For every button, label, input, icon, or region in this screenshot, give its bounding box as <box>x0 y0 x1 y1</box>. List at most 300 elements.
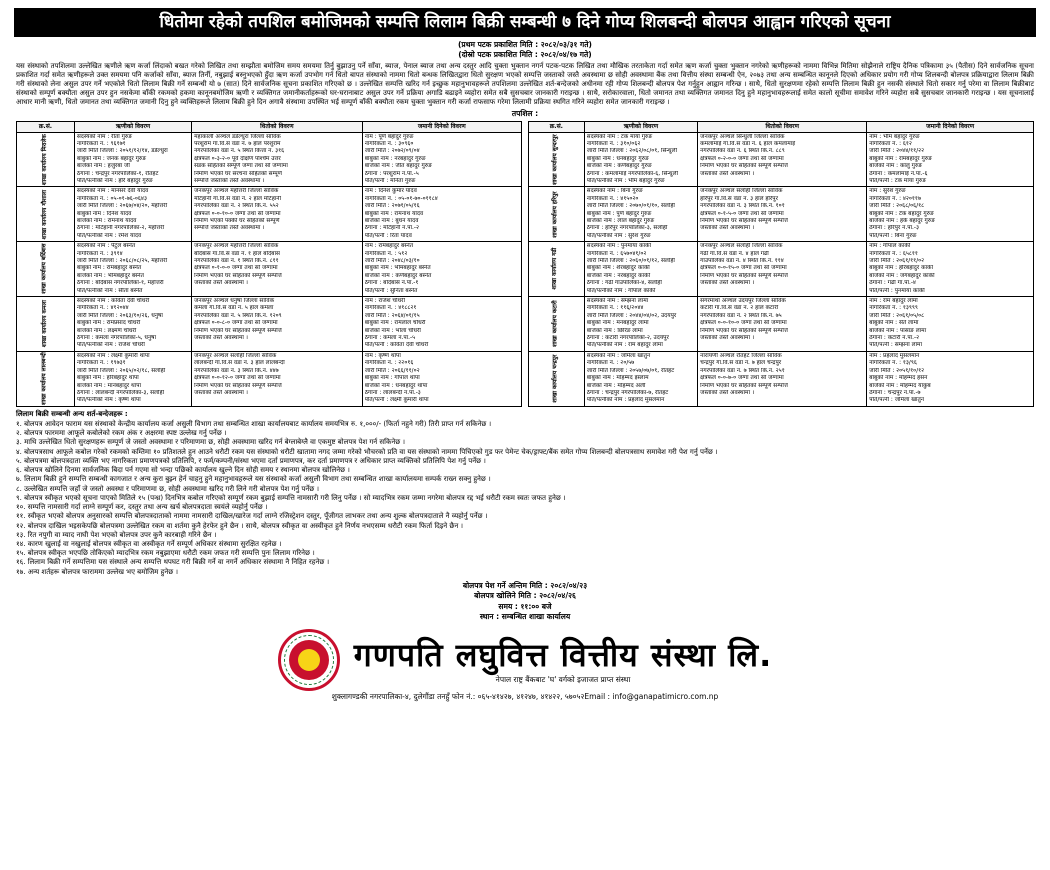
cell-line: नागरिकता नं. : ३०९६० <box>364 140 414 147</box>
org-license: नेपाल राष्ट्र बैंकबाट 'घ' वर्गको इजाजत प्राप्त संस्था <box>495 675 631 685</box>
cell-line: निर्माण भएको घर सहितको सम्पूर्ण सम्पत्ति <box>194 272 282 279</box>
cell-line: पति/पत्नीको नाम : राजेश चौधरी <box>76 342 145 349</box>
cell-line: नगरपालिका वडा नं. ३ स्थित कि.नं. ४४७ <box>194 367 279 374</box>
term-item: ९. बोलपत्र स्वीकृत भएको सूचना पाएको मितिले १५ (पन्ध्र) दिनभित्र कबोल गरिएको सम्पूर्ण रकम बुझाई सम्पत्ति नामसारी गरी लिनु पर्नेछ । सो म्यादभित्र रकम जम्मा नगरेमा बोलपत्र रद्द भई धरौटी रकम स्वतः जफत हुनेछ । <box>16 493 566 502</box>
cell-line: नाम : गोपाल कार्की <box>869 243 911 250</box>
branch-label: शाखा कार्यालय लालबन्दी <box>41 352 48 406</box>
cell-line: बाबुको नाम : हरिबहादुर कार्की <box>869 265 933 272</box>
cell-line: जस्ताको तस्तै अवस्थामा । <box>194 280 248 287</box>
term-item: ७. लिलाम बिक्री हुने सम्पत्ति सम्बन्धी कागजात र अन्य कुरा बुझ्न हेर्न चाहनु हुने महानुभावहरूले यस संस्थाको कर्जा असुली विभाग तथा सम्बन्धित शाखा कार्यालयमा सम्पर्क राख्न सक्नु हुनेछ । <box>16 475 491 484</box>
cell-line: पति/पत्नीको नाम : भीम बहादुर गुरुङ <box>586 177 665 184</box>
cell-line: क्षेत्रफल ०-२-०-० जग्गा तथा सो जग्गामा <box>700 155 784 162</box>
table-row <box>529 351 1034 406</box>
branch-label: शाखा कार्यालय कमला <box>41 300 48 348</box>
header-collateral: धितोको विवरण <box>192 121 363 132</box>
cell-line: जनकपुर अञ्चल सर्लाही जिल्ला साविक <box>700 243 783 250</box>
term-item: १४. कारण खुलाई वा नखुलाई बोलपत्र स्वीकृत वा अस्वीकृत गर्ने सम्पूर्ण अधिकार संस्थामा सुरक्षित रहनेछ । <box>16 540 282 549</box>
collateral-cell <box>698 242 867 297</box>
terms-heading: लिलाम बिक्री सम्बन्धी अन्य शर्त-बन्देजहरू : <box>16 409 128 418</box>
cell-line: बाजेको नाम : लाल बहादुर गुरुङ <box>586 217 655 224</box>
cell-line: जारी मिति : २०५१/१०/१२ <box>869 367 925 374</box>
borrower-cell <box>74 187 191 242</box>
cell-line: निर्माण भएको घर सहितको सम्पूर्ण सम्पत्ति <box>700 217 788 224</box>
cell-line: सम्पत्ति जस्ताको तस्तै अवस्थामा । <box>194 177 265 184</box>
cell-line: ठेगाना : परशुराम न.पा.-५ <box>364 170 419 177</box>
cell-line: बाजेको नाम : भीमबहादुर बस्नेत <box>76 272 144 279</box>
cell-line: चन्द्रपुर गा.वि.स वडा नं. ७ हाल चन्द्रपुर <box>700 360 782 367</box>
cell-line: सम्पत्ति जस्ताको तस्तै अवस्थामा । <box>194 225 265 232</box>
cell-line: ठेगाना : कमला न.पा.-५ <box>364 335 416 342</box>
cell-line: पति/पत्नी : मनिता गुरुङ <box>364 177 416 184</box>
cell-line: बाबुको नाम : शेरबहादुर कार्की <box>586 265 650 272</box>
term-item: १५. बोलपत्र स्वीकृत भएपछि तोकिएको म्यादभित्र रकम नबुझाएमा धरौटी रकम जफत गरी सम्पत्ति पुनः लिलाम गरिनेछ । <box>16 549 315 558</box>
term-item: ६. बोलपत्र खोलिने दिनमा सार्वजनिक बिदा पर्न गएमा सो भन्दा पछिको कार्यालय खुल्ने दिन सोही समय र स्थानमा बोलपत्र खोलिनेछ । <box>16 466 350 475</box>
guarantor-cell <box>867 297 1034 352</box>
open-place: स्थान : सम्बन्धित शाखा कार्यालय <box>479 612 571 622</box>
cell-line: जारी मिति जिल्ला : २०६३/१०/२६, धनुषा <box>76 312 163 319</box>
cell-line: सदस्यको नाम : टक माया गुरुङ <box>586 133 653 140</box>
cell-line: बाबुको नाम : सेते लामा <box>869 320 919 327</box>
cell-line: जस्ताको तस्तै अवस्थामा । <box>700 225 755 232</box>
term-item: ३. माथि उल्लेखित धितो सुरक्षणहरू सम्पूर्ण जे जस्तो अवस्थामा र परिमाणमा छ, सोही अवस्थामा खरिद गर्न बेग्लाबेग्लै वा एकमुष्ट बोलपत्र पेश गर्न सकिनेछ । <box>16 438 405 447</box>
term-item: ८. उल्लेखित सम्पत्ति जहाँ जे जस्तो अवस्था र परिमाणमा छ, सोही अवस्थामा खरिद गरी लिने गरी बोलपत्र पेश गर्नु पर्नेछ । <box>16 484 320 493</box>
cell-line: नागरिकता नं. : ११६/२०४४ <box>586 305 644 312</box>
cell-line: ठेगाना : हरिपुर नगरपालिका-३, सर्लाही <box>586 225 668 232</box>
borrower-cell <box>584 242 698 297</box>
cell-line: नागरिकता नं. : ४१५०२० <box>586 195 639 202</box>
cell-line: मटिहानी गा.वि.स वडा नं. २ हाल मटिहानी <box>194 195 282 202</box>
cell-line: बाबुको नाम : नरबहादुर गुरुङ <box>364 155 426 162</box>
cell-line: ठेगाना : बर्दिबास न.पा.-१ <box>364 280 419 287</box>
cell-line: सदस्यको नाम : लक्ष्मी कुमारी थापा <box>76 352 150 359</box>
cell-line: नागरिकता नं. : ९६१७१ <box>76 140 126 147</box>
term-item: १६. लिलाम बिक्री गर्ने सम्पत्तिमा यस संस्थाले अन्य सम्पत्ति थपघट गरी बिक्री गर्ने वा नगर्ने अधिकार संस्थामा नै निहित रहनेछ । <box>16 558 330 567</box>
org-contact: शुक्लागण्डकी नगरपालिका-४, दुलेगौंडा तनहुँ फोन नं.: ०६५-४१४२७, ४१२४७, ४१४२२, ५७०५२Email : info@ganapatimicro.com.np <box>331 691 719 701</box>
cell-line: सदस्यको नाम : सम्झना लामा <box>586 298 649 305</box>
cell-line: कमलामाई गा.वि.स वडा नं. ६ हाल कमलामाई <box>700 140 796 147</box>
table-row <box>529 187 1034 242</box>
cell-line: बाजेको नाम : छिरिङ लामा <box>586 327 643 334</box>
cell-line: ठेगाना : कटारी न.पा.-२ <box>869 335 920 342</box>
cell-line: लालबन्दी गा.वि.स वडा नं. ३ हाल लालबन्दी <box>194 360 285 367</box>
schedule-table-left <box>16 121 522 407</box>
cell-line: बाजेको नाम : कर्णबहादुर बस्नेत <box>364 272 432 279</box>
cell-line: सदस्यको नाम : कविता देवी चौधरी <box>76 298 150 305</box>
branch-label: शाखा कार्यालय चन्द्रपुर <box>552 354 559 403</box>
cell-line: नागरिकता नं. : १३/९६ <box>869 360 917 367</box>
cell-line: पति/पत्नी : पुनमाया कार्की <box>869 287 925 294</box>
cell-line: क्षेत्रफल ०-१-०-० जग्गा तथा सो जग्गामा <box>194 265 278 272</box>
cell-line: नगरपालिका वडा नं. ५ स्थित कि.नं. १२०९ <box>194 312 282 319</box>
cell-line: जारी मिति जिल्ला : २०६०/०१/१२, सर्लाही <box>586 258 675 265</box>
branch-cell <box>17 132 75 187</box>
cell-line: सडक सहितको सम्पूर्ण जग्गा तथा सो जग्गामा <box>194 163 288 170</box>
cell-line: बाबुको नाम : रामप्रसाद चौधरी <box>76 320 141 327</box>
branch-label: शाखा कार्यालय गढी <box>552 248 559 291</box>
header-guarantor: जमानी दिनेको विवरण <box>867 121 1034 132</box>
cell-line: नगरपालिका वडा नं. २ स्थित कि.नं. ५५२ <box>194 203 279 210</box>
open-date: बोलपत्र खोलिने मिति : २०८२/०४/२६ <box>474 591 576 601</box>
cell-line: निर्माण भएको घर संरचना सहितको सम्पूर्ण <box>194 170 282 177</box>
branch-label: शाखा कार्यालय बर्दिबास <box>41 243 48 295</box>
guarantor-cell <box>362 351 521 406</box>
table-row <box>17 297 522 352</box>
cell-line: जारी मिति : २०६४/०१/१५ <box>364 312 420 319</box>
cell-line: जनकपुर अञ्चल महोत्तरी जिल्ला साविक <box>194 188 279 195</box>
cell-line: नागरिकता नं. : ०५-०१-७६-०६४३ <box>76 195 147 202</box>
cell-line: बाजेको नाम : जीत बहादुर गुरुङ <box>364 163 432 170</box>
cell-line: नागरिकता नं. : ३९१४ <box>76 250 123 257</box>
cell-line: ठेगाना : कमला नगरपालिका-५, धनुषा <box>76 335 157 342</box>
submit-deadline: बोलपत्र पेश गर्ने अन्तिम मिति : २०८२/०४/२३ <box>462 580 588 590</box>
cell-line: पति/पत्नीको नाम : कृष्ण थापा <box>76 397 141 404</box>
cell-line: नागरिकता नं. : ४१८८२१ <box>364 305 417 312</box>
borrower-cell <box>584 187 698 242</box>
cell-line: नगरपालिका वडा नं. १ स्थित कि.नं. ८११ <box>194 258 279 265</box>
cell-line: क्षेत्रफल ०-०-१०-० जग्गा तथा सो जग्गामा <box>700 320 787 327</box>
cell-line: नारायणी अञ्चल रौतहट जिल्ला साविक <box>700 352 782 359</box>
cell-line: सदस्यको नाम : पुनमाया कार्की <box>586 243 651 250</box>
header-collateral: धितोको विवरण <box>698 121 867 132</box>
cell-line: क्षेत्रफल ०-०-१२-० जग्गा तथा सो जग्गामा <box>194 375 281 382</box>
branch-cell <box>529 351 585 406</box>
branch-cell <box>17 297 75 352</box>
cell-line: बाजेको नाम : पासाङ लामा <box>869 327 927 334</box>
cell-line: नागरिकता नं. : ४२०११७ <box>869 195 921 202</box>
cell-line: पति/पत्नीको नाम : राम बहादुर लामा <box>586 342 663 349</box>
cell-line: बाबुको नाम : दिनेश यादव <box>76 210 132 217</box>
cell-line: पति/पत्नी : सम्झना लामा <box>869 342 922 349</box>
cell-line: पति/पत्नी : जमिला खातुन <box>869 397 925 404</box>
cell-line: महाकाली अञ्चल डडेल्धुरा जिल्ला साविक <box>194 133 281 140</box>
cell-line: बाजेको नाम : कर्णबहादुर गुरुङ <box>586 163 652 170</box>
cell-line: ठेगाना : लालबन्दी नगरपालिका-३, सर्लाही <box>76 389 165 396</box>
cell-line: जारी मिति : २०४४/११/२२ <box>869 148 925 155</box>
cell-line: नागरिकता नं. : ४१२०४४ <box>76 305 129 312</box>
borrower-cell <box>584 297 698 352</box>
cell-line: हरिपुर गा.वि.स वडा नं. ३ हाल हरिपुर <box>700 195 778 202</box>
term-item: ११. स्वीकृत भएको बोलपत्र अनुसारको सम्पत्ति बोलपत्रदाताको नाममा नामसारी दाखिल/खारेज गर्दा लाग्ने रजिस्ट्रेशन दस्तुर, पूँजीगत लाभकर तथा अन्य शुल्क बोलपत्रदाताले नै व्यहोर्नु पर्नेछ । <box>16 512 488 521</box>
cell-line: जारी मिति : २०६१/०५/०८ <box>869 312 925 319</box>
borrower-cell <box>74 242 191 297</box>
branch-cell <box>529 132 585 187</box>
cell-line: गढी गा.वि.स वडा नं. ४ हाल गढी <box>700 250 769 257</box>
cell-line: ठेगाना : चन्द्रपुर न.पा.-७ <box>869 389 921 396</box>
cell-line: जस्ताको तस्तै अवस्थामा । <box>700 389 755 396</box>
cell-line: ठेगाना : लालबन्दी न.पा.-३ <box>364 389 421 396</box>
branch-label: शाखा कार्यालय मिरालेक <box>41 133 48 185</box>
cell-line: जारी मिति जिल्ला : २०६५/०२/१८, सर्लाही <box>76 367 166 374</box>
cell-line: बर्दिबास गा.वि.स वडा नं. १ हाल बर्दिबास <box>194 250 280 257</box>
guarantor-cell <box>867 187 1034 242</box>
cell-line: क्षेत्रफल ०-०-८-० जग्गा तथा सो जग्गामा <box>194 320 278 327</box>
cell-line: नागरिकता नं. : ०५-०१-७०-०११८४ <box>364 195 438 202</box>
table-row <box>17 132 522 187</box>
cell-line: जस्ताको तस्तै अवस्थामा । <box>700 335 755 342</box>
cell-line: बाजेको नाम : मोहम्मद याकुब <box>869 382 931 389</box>
branch-cell <box>17 242 75 297</box>
cell-line: क्षेत्रफल ०-१-५-० जग्गा तथा सो जग्गामा <box>700 210 784 217</box>
cell-line: बाबुको नाम : भीमबहादुर बस्नेत <box>364 265 431 272</box>
cell-line: सगरमाथा अञ्चल उदयपुर जिल्ला साविक <box>700 298 786 305</box>
cell-line: पति/पत्नी : सुनिता बस्नेत <box>364 287 418 294</box>
cell-line: बाजेको नाम : रामनाथ यादव <box>76 217 137 224</box>
cell-line: जारी मिति : २०७२/०९/०४ <box>364 148 420 155</box>
cell-line: बाजेको नाम : जंगबहादुर कार्की <box>869 272 935 279</box>
collateral-cell <box>698 187 867 242</box>
table-row <box>17 187 522 242</box>
footer <box>12 629 1038 691</box>
cell-line: कमला गा.वि.स वडा नं. ५ हाल कमला <box>194 305 274 312</box>
cell-line: क्षेत्रफल ०-०-१०-० जग्गा तथा सो जग्गामा <box>194 210 281 217</box>
cell-line: पति/पत्नी : टक माया गुरुङ <box>869 177 927 184</box>
cell-line: बाबुको नाम : गोपाल थापा <box>364 375 420 382</box>
cell-line: निर्माण भएको घर सहितको सम्पूर्ण सम्पत्ति <box>194 382 282 389</box>
cell-line: बाजेको नाम : हजुरबा जी <box>76 163 130 170</box>
guarantor-cell <box>867 242 1034 297</box>
branch-label: शाखा कार्यालय कटारी <box>552 300 559 348</box>
cell-line: नागरिकता नं. : ३१०/०६२ <box>586 140 641 147</box>
cell-line: पति/पत्नीको नाम : गोपाल कार्की <box>586 287 656 294</box>
collateral-cell <box>192 297 363 352</box>
cell-line: पति/पत्नी : रिता यादव <box>364 232 412 239</box>
cell-line: नगरपालिका वडा नं. २ स्थित कि.नं. ७५ <box>700 312 782 319</box>
cell-line: जारी मिति जिल्ला : २०५१/१२/१४, डडेल्धुरा <box>76 148 168 155</box>
cell-line: नगरपालिका वडा नं. ७ स्थित कि.नं. २५१ <box>700 367 785 374</box>
cell-line: जस्ताको तस्तै अवस्थामा । <box>194 389 248 396</box>
cell-line: निर्माण भएको पक्की घर सहितको सम्पूर्ण <box>194 217 280 224</box>
guarantor-cell <box>362 242 521 297</box>
cell-line: ठेगाना : कमलामाई न.पा.-६ <box>869 170 928 177</box>
term-item: १. बोलपत्र आवेदन फाराम यस संस्थाको केन्द्रीय कार्यालय कर्जा असुली विभाग तथा सम्बन्धित शाखा कार्यालयबाट कार्यालय समयभित्र रु. १,०००/- (फिर्ता नहुने गरी) तिरी प्राप्त गर्न सकिनेछ । <box>16 419 492 428</box>
header-borrower: ऋणीको विवरण <box>584 121 698 132</box>
guarantor-cell <box>867 351 1034 406</box>
cell-line: जनकपुर अञ्चल सर्लाही जिल्ला साविक <box>194 352 277 359</box>
header-sn: क्र.सं. <box>17 121 75 132</box>
cell-line: बाजेको नाम : कालु गुरुङ <box>869 163 923 170</box>
cell-line: नागरिकता नं. : १९७३१ <box>76 360 126 367</box>
cell-line: ठेगाना : हरिपुर न.पा.-३ <box>869 225 919 232</box>
branch-cell <box>17 351 75 406</box>
cell-line: पति/पत्नी : बिना गुरुङ <box>869 232 917 239</box>
borrower-cell <box>74 297 191 352</box>
cell-line: सदस्यको नाम : बिना गुरुङ <box>586 188 643 195</box>
guarantor-cell <box>362 187 521 242</box>
cell-line: जारी मिति जिल्ला : २०५७/०७/०१, रौतहट <box>586 367 675 374</box>
cell-line: नाम : कृष्ण थापा <box>364 352 401 359</box>
cell-line: बाजेको नाम : हर्क बहादुर गुरुङ <box>869 217 935 224</box>
cell-line: जारी मिति : २०६६/११/०२ <box>364 367 420 374</box>
table-row <box>529 297 1034 352</box>
cell-line: सदस्यको नाम : जमिला खातुन <box>586 352 651 359</box>
cell-line: निर्माण भएको घर सहितको सम्पूर्ण सम्पत्ति <box>700 327 788 334</box>
cell-line: नाम : रामबहादुर बस्नेत <box>364 243 414 250</box>
cell-line: जस्ताको तस्तै अवस्थामा । <box>194 335 248 342</box>
cell-line: बाजेको नाम : बुधन यादव <box>364 217 419 224</box>
cell-line: ठेगाना : चन्द्रपुर नगरपालिका-१, रौतहट <box>76 170 159 177</box>
term-item: १७. अन्य शर्तहरू बोलपत्र फाराममा उल्लेख भए बमोजिम हुनेछ । <box>16 567 178 576</box>
term-item: १०. सम्पत्ति नामसारी गर्दा लाग्ने सम्पूर्ण कर, दस्तुर तथा अन्य खर्च बोलपत्रदाता स्वयंले व्यहोर्नु पर्नेछ । <box>16 503 268 512</box>
publication-first: (प्रथम पटक प्रकाशित मिति : २०८२/०३/३१ गते) <box>458 40 592 50</box>
cell-line: जनकपुर अञ्चल महोत्तरी जिल्ला साविक <box>194 243 279 250</box>
header-sn: क्र.सं. <box>529 121 585 132</box>
cell-line: नाम : राजेश चौधरी <box>364 298 406 305</box>
cell-line: बाजेको नाम : लक्ष्मण चौधरी <box>76 327 137 334</box>
cell-line: पति/पत्नी : कविता देवी चौधरी <box>364 342 429 349</box>
cell-line: क्षेत्रफल ०-०-७-० जग्गा तथा सो जग्गामा <box>700 375 784 382</box>
notice-title: धितोमा रहेको तपशिल बमोजिमको सम्पत्ति लिलाम बिक्री सम्बन्धी ७ दिने गोप्य शिलबन्दी बोलपत्र आह्वान गरिएको सूचना <box>14 8 1036 37</box>
cell-line: नाम : दिनेश कुमार यादव <box>364 188 417 195</box>
cell-line: ठेगाना : मटिहानी नगरपालिका-२, महोत्तरी <box>76 225 165 232</box>
cell-line: नागरिकता नं. : ६५७०४१/०२ <box>586 250 647 257</box>
cell-line: सदस्यको नाम : रीता गुरुङ <box>76 133 133 140</box>
branch-cell <box>529 242 585 297</box>
schedule-table-right <box>528 121 1034 407</box>
cell-line: जारी मिति जिल्ला : २०६७/०४/२०, महोत्तरी <box>76 203 168 210</box>
table-row <box>529 242 1034 297</box>
cell-line: गाउँपालिका वडा नं. ४ स्थित कि.नं. ११४ <box>700 258 784 265</box>
header-borrower: ऋणीको विवरण <box>74 121 191 132</box>
schedule-label: तपशिल : <box>511 109 539 119</box>
cell-line: सदस्यको नाम : पेटुल बस्नेत <box>76 243 136 250</box>
branch-cell <box>17 187 75 242</box>
collateral-cell <box>698 132 867 187</box>
branch-cell <box>529 187 585 242</box>
cell-line: परशुराम गा.वि.स वडा नं. ७ हाल परशुराम <box>194 140 281 147</box>
collateral-cell <box>192 187 363 242</box>
open-time: समय : ११:०० बजे <box>498 601 552 611</box>
cell-line: निर्माण भएको घर सहितको सम्पूर्ण सम्पत्ति <box>700 272 788 279</box>
org-logo-icon <box>278 629 340 691</box>
collateral-cell <box>192 351 363 406</box>
cell-line: बाबुको नाम : रामनाथ यादव <box>364 210 424 217</box>
cell-line: ठेगाना : चन्द्रपुर नगरपालिका-७, रौतहट <box>586 389 669 396</box>
cell-line: नाम : प्रहलाद मुसलमान <box>869 352 920 359</box>
cell-line: नाम : भीम बहादुर गुरुङ <box>869 133 920 140</box>
cell-line: क्षेत्रफल ०-०-१५-० जग्गा तथा सो जग्गामा <box>700 265 787 272</box>
cell-line: नागरिकता नं. : १३९९९ <box>869 305 918 312</box>
cell-line: बाबुको नाम : हरिबहादुर थापा <box>76 375 139 382</box>
cell-line: नगरपालिका वडा नं. ६ स्थित कि.नं. ८८९ <box>700 148 785 155</box>
guarantor-cell <box>362 297 521 352</box>
cell-line: नाम : सुरेश गुरुङ <box>869 188 906 195</box>
term-item: १३. रित नपुगी वा म्याद नाघी पेश भएको बोलपत्र उपर कुनै कारबाही गरिने छैन । <box>16 530 217 539</box>
deadline-block <box>12 581 1038 623</box>
cell-line: बाबुको नाम : रामलाल चौधरी <box>364 320 426 327</box>
cell-line: ठेगाना : गढी गा.पा.-४ <box>869 280 916 287</box>
cell-line: बाजेको नाम : भोला चौधरी <box>364 327 421 334</box>
branch-cell <box>529 297 585 352</box>
term-item: ५. बोलपत्रमा बोलपत्रदाता व्यक्ति भए नागरिकता प्रमाणपत्रको प्रतिलिपि, र फर्म/कम्पनी/संस्था भएमा दर्ता प्रमाणपत्र, कर दर्ता प्रमाणपत्र र अधिकार प्राप्त व्यक्तिको प्रतिलिपि पेश गर्नु पर्नेछ । <box>16 456 486 465</box>
cell-line: निर्माण भएको घर सहितको सम्पूर्ण सम्पत्ति <box>700 382 788 389</box>
cell-line: ठेगाना : गढी गाउँपालिका-४, सर्लाही <box>586 280 662 287</box>
collateral-cell <box>698 297 867 352</box>
collateral-cell <box>192 242 363 297</box>
cell-line: बाबुको नाम : मनबहादुर लामा <box>586 320 649 327</box>
cell-line: ठेगाना : मटिहानी न.पा.-२ <box>364 225 419 232</box>
org-name: गणपति लघुवित्त वित्तीय संस्था लि. <box>353 636 773 675</box>
cell-line: नागरिकता नं. : ६५८११ <box>869 250 918 257</box>
terms-list <box>16 420 1034 577</box>
borrower-cell <box>74 351 191 406</box>
table-row <box>17 351 522 406</box>
cell-line: बाजेको नाम : मानबहादुर थापा <box>76 382 141 389</box>
cell-line: बाबुको नाम : मोहम्मद इस्लाम <box>586 375 649 382</box>
cell-line: क्षेत्रफल ०-३-२-० पूर्व दक्षिण पश्चिम उत्तर <box>194 155 281 162</box>
cell-line: पति/पत्नी : लक्ष्मी कुमारी थापा <box>364 397 429 404</box>
guarantor-cell <box>867 132 1034 187</box>
cell-line: जनकपुर अञ्चल धनुषा जिल्ला साविक <box>194 298 275 305</box>
table-row <box>529 132 1034 187</box>
cell-line: पति/पत्नीको नाम : हरि बहादुर गुरुङ <box>76 177 153 184</box>
guarantor-cell <box>362 132 521 187</box>
cell-line: जारी मिति : २०४८/०३/१० <box>364 258 420 265</box>
cell-line: नगरपालिका वडा नं. ३ स्थित कि.नं. १०१ <box>700 203 785 210</box>
cell-line: कटारी गा.वि.स वडा नं. २ हाल कटारी <box>700 305 779 312</box>
cell-line: बाजेको नाम : धनबहादुर थापा <box>364 382 428 389</box>
terms-section <box>16 410 1034 577</box>
cell-line: निर्माण भएको घर सहितको सम्पूर्ण सम्पत्ति <box>700 163 788 170</box>
cell-line: बाजेको नाम : नरबहादुर कार्की <box>586 272 651 279</box>
cell-line: बाजेको नाम : मोहम्मद अली <box>586 382 646 389</box>
cell-line: जारी मिति : २०६८/०६/१८ <box>869 203 925 210</box>
borrower-cell <box>584 351 698 406</box>
borrower-cell <box>584 132 698 187</box>
cell-line: ठेगाना : कमलामाई नगरपालिका-६, सिन्धुली <box>586 170 678 177</box>
org-block <box>354 635 773 684</box>
cell-line: ठेगाना : कटारी नगरपालिका-२, उदयपुर <box>586 335 669 342</box>
cell-line: जस्ताको तस्तै अवस्थामा । <box>700 280 755 287</box>
cell-line: सदस्यको नाम : मानसरे देवी यादव <box>76 188 149 195</box>
cell-line: जारी मिति जिल्ला : २०६२/०८/०१, सिन्धुली <box>586 148 678 155</box>
cell-line: नागरिकता नं. : २०/५७ <box>586 360 635 367</box>
collateral-cell <box>698 351 867 406</box>
cell-line: बाबुको नाम : पुर्ण बहादुर गुरुङ <box>586 210 652 217</box>
cell-line: बाबुको नाम : रामबहादुर गुरुङ <box>869 155 932 162</box>
branch-label: शाखा कार्यालय हरिपुर <box>552 191 559 238</box>
cell-line: बाबुको नाम : धनबहादुर गुरुङ <box>586 155 649 162</box>
borrower-cell <box>74 132 191 187</box>
cell-line: नगरपालिका वडा नं. ५ स्थित कित्ता नं. ३१६ <box>194 148 285 155</box>
cell-line: पति/पत्नीको नाम : सुरेश गुरुङ <box>586 232 651 239</box>
cell-line: पति/पत्नीको नाम : प्रहलाद मुसलमान <box>586 397 665 404</box>
cell-line: नाम : पूर्ण बहादुर गुरुङ <box>364 133 414 140</box>
collateral-cell <box>192 132 363 187</box>
cell-line: जारी मिति जिल्ला : २०४४/०४/०२, उदयपुर <box>586 312 677 319</box>
cell-line: जारी मिति जिल्ला : २०७०/०१/१०, सर्लाही <box>586 203 675 210</box>
cell-line: नागरिकता नं. : ६१२ <box>869 140 912 147</box>
cell-line: जनकपुर अञ्चल सर्लाही जिल्ला साविक <box>700 188 783 195</box>
publication-second: (दोस्रो पटक प्रकाशित मिति : २०८२/०४/१७ गते) <box>458 49 592 59</box>
term-item: ४. बोलपत्रसाथ आफूले कबोल गरेको रकमको कम्तिमा १० प्रतिशतले हुन आउने धरौटी रकम यस संस्थाको धरौटी खातामा नगद जम्मा गरेको भौचरको प्रति वा यस संस्थाको नाममा पिचिएको गुड फर पेमेन्ट चेक/ड्राफ्ट/बैंक समेत गोप्य शिलबन्दी बोलपत्रसाथ समावेश गरी पेश गर्नु पर्नेछ । <box>16 447 718 456</box>
cell-line: जनकपुर अञ्चल सिन्धुली जिल्ला साविक <box>700 133 785 140</box>
cell-line: बाबुको नाम : जनक बहादुर गुरुङ <box>76 155 147 162</box>
cell-line: ठेगाना : बर्दिबास नगरपालिका-१, महोत्तरी <box>76 280 164 287</box>
cell-line: बाबुको नाम : मोहम्मद हसन <box>869 375 928 382</box>
schedule-tables <box>16 121 1034 407</box>
branch-label: शाखा कार्यालय सुन्दरपुर <box>552 134 559 185</box>
cell-line: पति/पत्नीको नाम : रमेश यादव <box>76 232 142 239</box>
cell-line: जारी मिति : २०६१/११/०२ <box>869 258 925 265</box>
term-item: १२. बोलपत्र दाखिल भइसकेपछि बोलपत्रमा उल्लेखित रकम वा शर्तमा कुनै हेरफेर हुने छैन । साथै, बोलपत्र स्वीकृत वा अस्वीकृत हुने निर्णय नभएसम्म धरौटी रकम फिर्ता दिइने छैन । <box>16 521 464 530</box>
header-guarantor: जमानी दिनेको विवरण <box>362 121 521 132</box>
cell-line: जारी मिति जिल्ला : २०६८/०८/२५, महोत्तरी <box>76 258 168 265</box>
cell-line: पति/पत्नीको नाम : सीता बस्नेत <box>76 287 143 294</box>
cell-line: जारी मिति : २०७१/०५/१६ <box>364 203 420 210</box>
cell-line: निर्माण भएको घर सहितको सम्पूर्ण सम्पत्ति <box>194 327 282 334</box>
cell-line: नागरिकता नं. : ५१२ <box>364 250 408 257</box>
intro-paragraph: यस संस्थाको तपशिलमा उल्लेखित ऋणीले ऋण कर्जा लिंदाको बखत गरेको लिखित तथा सम्झौता बमोजिम समय समयमा तिर्नु बुझाउनु पर्ने साँवा, ब्याज, पेनाल ब्याज तथा अन्य दस्तुर आदि चुक्ता भुक्तान नगर्न पटक-पटक लिखित तथा मौखिक तरताकेता गर्दा समेत ऋण कर्जा चुक्ता भुक्तान नगरेको ऋणीहरूको नाममा विभिन्न मितिमा सोझैनाले राष्ट्रिय दैनिक पत्रिकामा ३५ (पैतीस) दिने सार्वजनिक सूचना प्रकाशित गर्दा समेत ऋणीहरूले उक्त समयमा पनि कर्जाको साँवा, ब्याज तिर्नी, नबुझाई बस्नुभएको हुँदा ऋण कर्जा उपभोग गर्न धितो बापत संस्थाको नाममा धितो बन्धक लिखितद्वारा धितो सुरक्षण भएको सम्पत्ति जस्ताको जस्तै अवस्थामा छ सोही अवस्थामा बैंक तथा वित्तीय संस्था सम्बन्धी ऐन, २०७३ तथा अन्य सम्बन्धित कानूनले दिएको अधिकार प्रयोग गरी गोप्य शिलबन्दी बोलपत्र प्रक्रियाद्वारा लिलाम बिक्री गरी संस्थाको लेना असुल उपर गर्ने भएकोले धितो लिलाम बिक्री गर्ने सम्बन्धी यो ७ (सात) दिने सार्वजनिक सूचना प्रकाशित गरिएको छ । उल्लेखित सम्पत्ति खरिद गर्न इच्छुक महानुभावहरूले तपशिलमा उल्लेखित शर्त-बन्देजको अधीनमा रही गोप्य शिलबन्दी बोलपत्र पेश गर्नुहुन आह्वान गरिन्छ । साथै, धितो सुरक्षणमा रहेको सम्पत्ति लिलाम बिक्री हुन नसकी संस्थाले धितो सकार गर्नु परेमा वा लिलाम बिक्रीबाट संस्थाको सम्पूर्ण बक्यौता असुल उपर हुन नसकेमा बाँकी रकमको हकमा कानूनबमोजिम ऋणी र व्यक्तिगत जमानीकर्ताहरूको घर-घरानाबाट असुल उपर गर्ने प्रक्रिया अगाडि बढाइने व्यहोरा समेत सबै सुसचबार जानकारी गराइन्छ । साथै, सरोकारवाला, धितो जमानत तथा व्यक्तिगत जमानत दिनु हुने महानुभावहरूलाई समेत कालो सूचीमा समावेश गरिने व्यहोरा सबै सुसचबार जानकारी गराइन्छ । यस सूचनालाई आधार मानी ऋणी, धितो जमानत तथा व्यक्तिगत जमानी दिनु हुने व्यक्तिहरूले लिलाम बिक्री हुने दिन अगावै संस्थामा उपस्थित भई सम्पूर्ण बाँकी बक्यौता रकम चुक्ता भुक्तान गरी कर्जा राफसाफ गरेमा लिलामी प्रक्रिया स्थगित गरिने व्यहोरा समेत जानकारी गराइन्छ । <box>16 62 1034 107</box>
